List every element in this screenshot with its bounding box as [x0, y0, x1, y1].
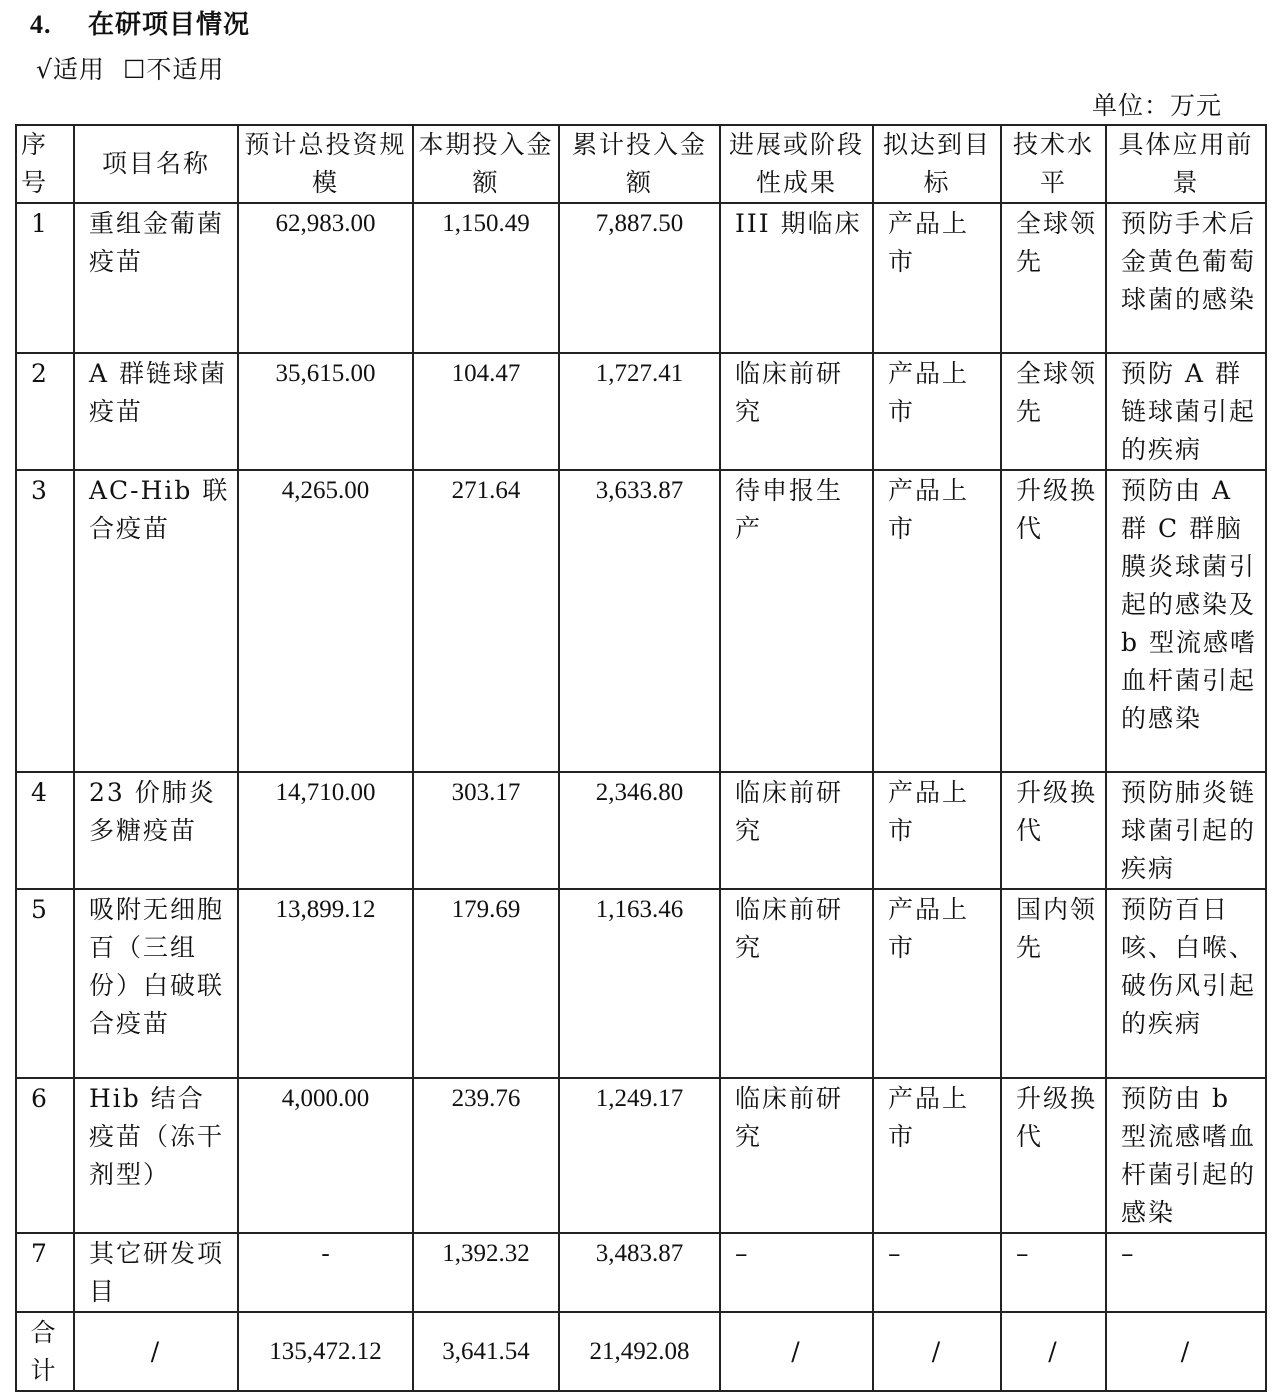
section-number: 4.	[30, 10, 52, 39]
cell-cumulative: 3,483.87	[559, 1233, 720, 1312]
cell-total: 13,899.12	[238, 889, 413, 1078]
cell-name: 重组金葡菌疫苗	[74, 203, 238, 353]
cell-goal: 产品上市	[873, 889, 1001, 1078]
cell-name: /	[74, 1312, 238, 1391]
cell-total: 62,983.00	[238, 203, 413, 353]
cell-current: 104.47	[413, 353, 559, 470]
cell-goal: 产品上市	[873, 353, 1001, 470]
cell-goal: 产品上市	[873, 470, 1001, 772]
table-row	[16, 470, 1266, 772]
cell-total: 4,000.00	[238, 1078, 413, 1233]
cell-total: 4,265.00	[238, 470, 413, 772]
header-name: 项目名称	[74, 125, 238, 203]
header-goal: 拟达到目标	[873, 125, 1001, 203]
cell-level: 国内领先	[1001, 889, 1106, 1078]
cell-name: 其它研发项目	[74, 1233, 238, 1312]
cell-cumulative: 3,633.87	[559, 470, 720, 772]
cell-seq: 7	[16, 1233, 74, 1312]
section-title: 在研项目情况	[88, 10, 251, 40]
cell-seq: 5	[16, 889, 74, 1078]
cell-cumulative: 1,727.41	[559, 353, 720, 470]
header-cumulative-investment: 累计投入金额	[559, 125, 720, 203]
cell-total: 135,472.12	[238, 1312, 413, 1391]
header-total-investment: 预计总投资规模	[238, 125, 413, 203]
cell-progress: 临床前研究	[720, 772, 873, 889]
cell-cumulative: 2,346.80	[559, 772, 720, 889]
unit-label: 单位：万元	[1091, 91, 1222, 120]
cell-prospect: 预防百日咳、白喉、破伤风引起的疾病	[1106, 889, 1266, 1078]
table-row	[16, 889, 1266, 1078]
cell-prospect: 预防肺炎链球菌引起的疾病	[1106, 772, 1266, 889]
header-prospect: 具体应用前景	[1106, 125, 1266, 203]
cell-level: 升级换代	[1001, 1078, 1106, 1233]
cell-progress: III 期临床	[720, 203, 873, 353]
section-heading	[30, 4, 250, 41]
cell-level: 全球领先	[1001, 203, 1106, 353]
header-tech-level: 技术水平	[1001, 125, 1106, 203]
cell-seq: 1	[16, 203, 74, 353]
cell-total: -	[238, 1233, 413, 1312]
not-applicable-option: ☐不适用	[122, 55, 225, 84]
cell-goal: 产品上市	[873, 1078, 1001, 1233]
table-total-row	[16, 1312, 1266, 1391]
header-seq: 序号	[16, 125, 74, 203]
cell-seq: 3	[16, 470, 74, 772]
cell-current: 239.76	[413, 1078, 559, 1233]
cell-prospect: 预防手术后金黄色葡萄球菌的感染	[1106, 203, 1266, 353]
cell-name: 23 价肺炎多糖疫苗	[74, 772, 238, 889]
cell-name: AC-Hib 联合疫苗	[74, 470, 238, 772]
cell-progress: 临床前研究	[720, 889, 873, 1078]
cell-goal: /	[873, 1312, 1001, 1391]
table-header-row	[16, 125, 1266, 203]
cell-prospect: /	[1106, 1312, 1266, 1391]
cell-level: –	[1001, 1233, 1106, 1312]
table-row	[16, 1233, 1266, 1312]
cell-total-label: 合计	[16, 1312, 74, 1391]
cell-prospect: 预防 A 群链球菌引起的疾病	[1106, 353, 1266, 470]
cell-name: Hib 结合疫苗（冻干剂型）	[74, 1078, 238, 1233]
cell-progress: –	[720, 1233, 873, 1312]
cell-progress: 临床前研究	[720, 1078, 873, 1233]
cell-level: 升级换代	[1001, 470, 1106, 772]
cell-name: 吸附无细胞百（三组份）白破联合疫苗	[74, 889, 238, 1078]
cell-goal: 产品上市	[873, 772, 1001, 889]
table-row	[16, 353, 1266, 470]
cell-progress: 临床前研究	[720, 353, 873, 470]
rd-projects-table	[15, 124, 1267, 1392]
applicable-checked-option: √适用	[36, 55, 105, 84]
table-row	[16, 203, 1266, 353]
cell-goal: –	[873, 1233, 1001, 1312]
header-current-investment: 本期投入金额	[413, 125, 559, 203]
cell-seq: 2	[16, 353, 74, 470]
cell-prospect: 预防由 A 群 C 群脑膜炎球菌引起的感染及 b 型流感嗜血杆菌引起的感染	[1106, 470, 1266, 772]
cell-prospect: –	[1106, 1233, 1266, 1312]
cell-cumulative: 1,163.46	[559, 889, 720, 1078]
cell-current: 179.69	[413, 889, 559, 1078]
cell-progress: 待申报生产	[720, 470, 873, 772]
cell-goal: 产品上市	[873, 203, 1001, 353]
cell-level: /	[1001, 1312, 1106, 1391]
applicability-options	[36, 50, 242, 86]
cell-cumulative: 7,887.50	[559, 203, 720, 353]
cell-total: 35,615.00	[238, 353, 413, 470]
cell-current: 3,641.54	[413, 1312, 559, 1391]
cell-name: A 群链球菌疫苗	[74, 353, 238, 470]
cell-level: 升级换代	[1001, 772, 1106, 889]
cell-current: 1,392.32	[413, 1233, 559, 1312]
cell-prospect: 预防由 b 型流感嗜血杆菌引起的感染	[1106, 1078, 1266, 1233]
cell-cumulative: 21,492.08	[559, 1312, 720, 1391]
cell-cumulative: 1,249.17	[559, 1078, 720, 1233]
cell-seq: 6	[16, 1078, 74, 1233]
cell-current: 1,150.49	[413, 203, 559, 353]
cell-seq: 4	[16, 772, 74, 889]
cell-total: 14,710.00	[238, 772, 413, 889]
cell-progress: /	[720, 1312, 873, 1391]
header-progress: 进展或阶段性成果	[720, 125, 873, 203]
table-row	[16, 772, 1266, 889]
cell-level: 全球领先	[1001, 353, 1106, 470]
cell-current: 303.17	[413, 772, 559, 889]
cell-current: 271.64	[413, 470, 559, 772]
table-row	[16, 1078, 1266, 1233]
